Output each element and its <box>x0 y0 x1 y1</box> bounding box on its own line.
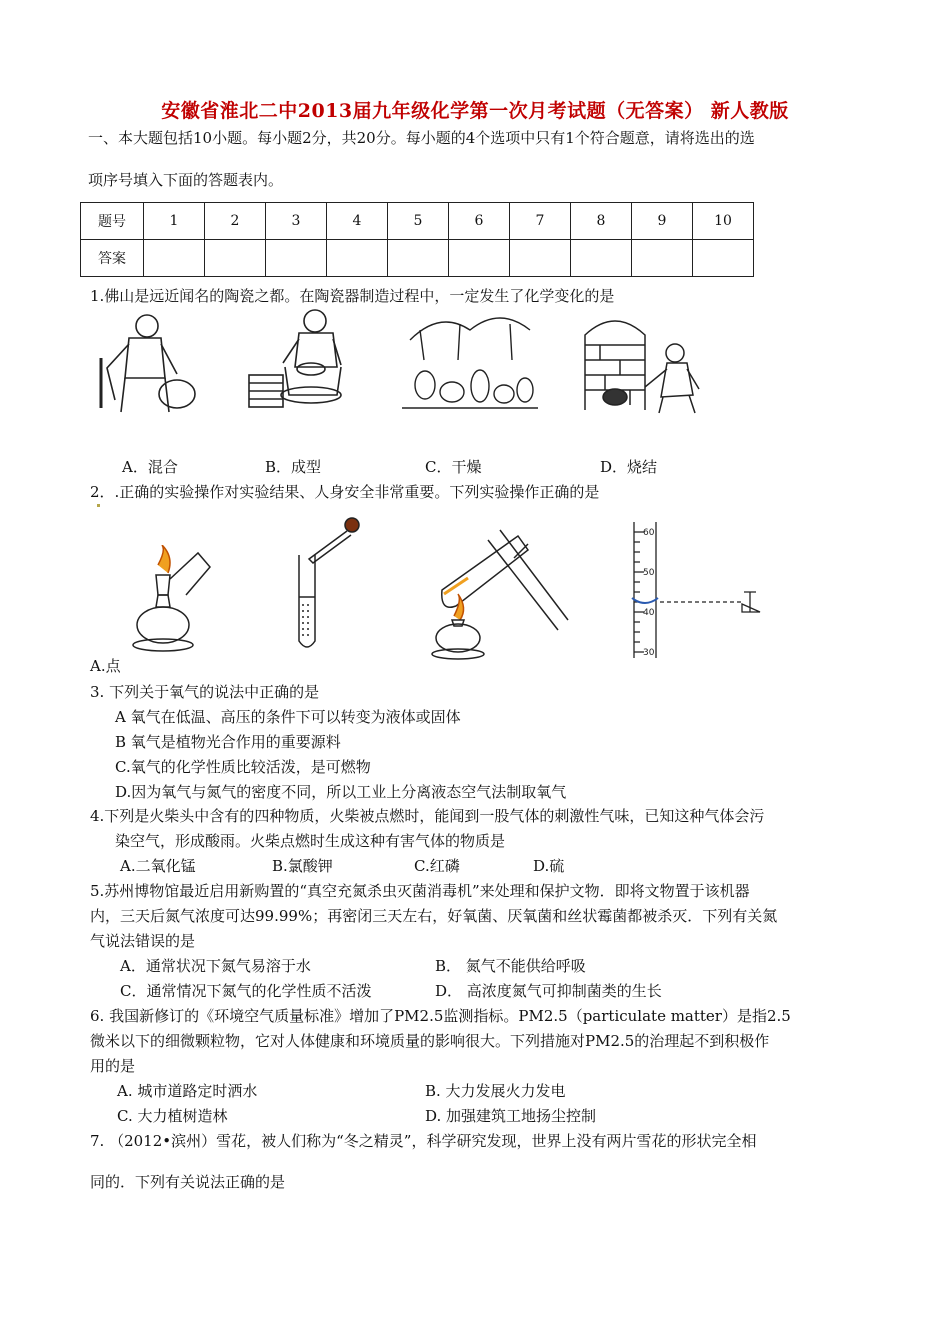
answer-cell[interactable] <box>449 240 510 277</box>
q7-stem-line2: 同的．下列有关说法正确的是 <box>90 1173 286 1191</box>
q1-option-c: C．干燥 <box>425 458 482 476</box>
q3-option-a: A 氧气在低温、高压的条件下可以转变为液体或固体 <box>115 708 461 726</box>
reading-graduated-cylinder-image <box>630 520 780 660</box>
q3-stem: 3. 下列关于氧气的说法中正确的是 <box>90 683 320 701</box>
q4-option-c: C.红磷 <box>414 857 460 875</box>
lighting-alcohol-lamp-with-lamp-image <box>128 545 218 655</box>
question-number-cell: 9 <box>632 203 693 240</box>
q5-option-a: A．通常状况下氮气易溶于水 <box>120 957 311 975</box>
question-number-cell: 5 <box>388 203 449 240</box>
question-number-cell: 6 <box>449 203 510 240</box>
section1-instruction-line2: 项序号填入下面的答题表内。 <box>88 171 284 189</box>
heating-test-tube-image <box>428 520 578 660</box>
q3-option-c: C.氧气的化学性质比较活泼，是可燃物 <box>115 758 371 776</box>
q1-option-b: B．成型 <box>265 458 322 476</box>
answer-cell[interactable] <box>205 240 266 277</box>
pottery-firing-kiln-image <box>575 305 715 415</box>
cylinder-tick-40: 40 <box>643 608 655 618</box>
question-number-cell: 2 <box>205 203 266 240</box>
q4-stem-line1: 4.下列是火柴头中含有的四种物质，火柴被点燃时，能闻到一股气体的刺激性气味，已知这种气体会污 <box>90 807 765 825</box>
q4-option-b: B.氯酸钾 <box>272 857 333 875</box>
question-number-cell: 10 <box>693 203 754 240</box>
q6-option-c: C. 大力植树造林 <box>117 1107 228 1125</box>
dropper-over-test-tube-image <box>285 515 375 655</box>
question-number-cell: 4 <box>327 203 388 240</box>
stray-mark <box>97 504 100 507</box>
answer-table-number-row <box>81 203 754 240</box>
q6-stem-line1: 6. 我国新修订的《环境空气质量标准》增加了PM2.5监测指标。PM2.5（particulate matter）是指2.5 <box>90 1007 791 1025</box>
cylinder-tick-60: 60 <box>643 528 655 538</box>
q5-stem-line3: 气说法错误的是 <box>90 932 196 950</box>
question-number-cell: 8 <box>571 203 632 240</box>
q5-stem-line1: 5.苏州博物馆最近启用新购置的“真空充氮杀虫灭菌消毒机”来处理和保护文物．即将文物置于该机器 <box>90 882 750 900</box>
page-title: 安徽省淮北二中2013届九年级化学第一次月考试题（无答案） 新人教版 <box>161 100 789 122</box>
q1-option-a: A．混合 <box>122 458 178 476</box>
pottery-mixing-image <box>95 308 205 413</box>
answer-cell[interactable] <box>388 240 449 277</box>
q1-stem: 1.佛山是远近闻名的陶瓷之都。在陶瓷器制造过程中，一定发生了化学变化的是 <box>90 287 615 305</box>
answer-table <box>80 202 754 277</box>
q4-stem-line2: 染空气，形成酸雨。火柴点燃时生成这种有害气体的物质是 <box>115 832 506 850</box>
q7-stem-line1: 7. （2012•滨州）雪花，被人们称为“冬之精灵”，科学研究发现，世界上没有两片雪花的形状完全相 <box>90 1132 757 1150</box>
q6-option-b: B. 大力发展火力发电 <box>425 1082 566 1100</box>
q6-stem-line2: 微米以下的细微颗粒物，它对人体健康和环境质量的影响很大。下列措施对PM2.5的治理起不到积极作 <box>90 1032 770 1050</box>
row-header-answer: 答案 <box>81 240 144 277</box>
section1-instruction-line1: 一、本大题包括10小题。每小题2分，共20分。每小题的4个选项中只有1个符合题意，请将选出的选 <box>88 129 755 147</box>
q5-option-c: C．通常情况下氮气的化学性质不活泼 <box>120 982 372 1000</box>
answer-table-answer-row <box>81 240 754 277</box>
q5-stem-line2: 内，三天后氮气浓度可达99.99%；再密闭三天左右，好氧菌、厌氧菌和丝状霉菌都被杀灭．下列有关氮 <box>90 907 778 925</box>
q3-option-b: B 氧气是植物光合作用的重要源料 <box>115 733 341 751</box>
answer-cell[interactable] <box>632 240 693 277</box>
answer-cell[interactable] <box>266 240 327 277</box>
answer-cell[interactable] <box>571 240 632 277</box>
question-number-cell: 3 <box>266 203 327 240</box>
q2-stem: 2．.正确的实验操作对实验结果、人身安全非常重要。下列实验操作正确的是 <box>90 483 600 501</box>
q4-option-a: A.二氧化锰 <box>120 857 196 875</box>
cylinder-tick-30: 30 <box>643 648 655 658</box>
q3-option-d: D.因为氧气与氮气的密度不同，所以工业上分离液态空气法制取氧气 <box>115 783 567 801</box>
q6-option-a: A. 城市道路定时洒水 <box>117 1082 258 1100</box>
question-number-cell: 7 <box>510 203 571 240</box>
q4-option-d: D.硫 <box>533 857 565 875</box>
row-header-number: 题号 <box>81 203 144 240</box>
q6-stem-line3: 用的是 <box>90 1057 136 1075</box>
pottery-drying-image <box>400 300 540 415</box>
pottery-shaping-image <box>245 305 375 415</box>
answer-cell[interactable] <box>510 240 571 277</box>
answer-cell[interactable] <box>327 240 388 277</box>
q6-option-d: D. 加强建筑工地扬尘控制 <box>425 1107 597 1125</box>
q5-option-d: D． 高浓度氮气可抑制菌类的生长 <box>435 982 662 1000</box>
cylinder-tick-50: 50 <box>643 568 655 578</box>
answer-cell[interactable] <box>693 240 754 277</box>
q2-option-a: A.点 <box>90 657 121 675</box>
q5-option-b: B． 氮气不能供给呼吸 <box>435 957 586 975</box>
q1-option-d: D．烧结 <box>600 458 658 476</box>
question-number-cell: 1 <box>144 203 205 240</box>
answer-cell[interactable] <box>144 240 205 277</box>
